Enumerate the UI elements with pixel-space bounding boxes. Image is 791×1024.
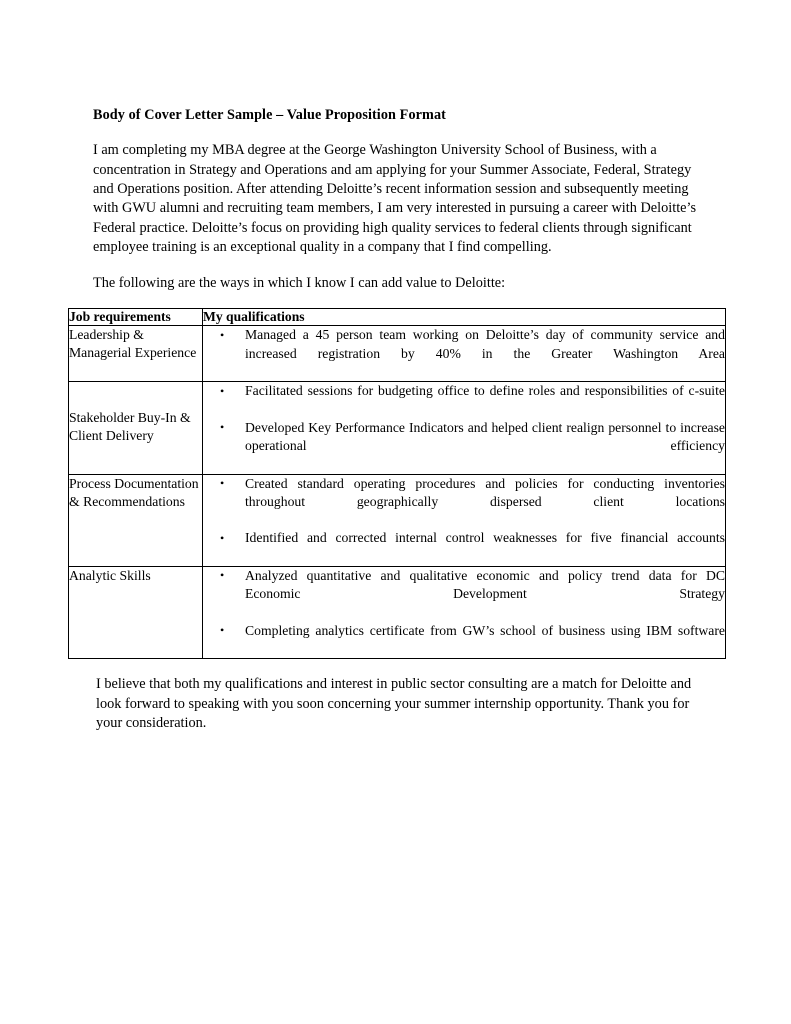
document-content xyxy=(69,106,725,733)
column-header-job-requirements: Job requirements xyxy=(69,308,203,326)
qualification-list xyxy=(203,567,725,658)
lead-in-paragraph: The following are the ways in which I know I can add value to Deloitte: xyxy=(93,275,506,292)
requirement-cell: Stakeholder Buy-In & Client Delivery xyxy=(69,382,203,474)
intro-paragraph: I am completing my MBA degree at the George Washington University School of Business, with a concentration in Strategy and Operations and am applying for your Summer Associate, Federal, Strategy and Operations position. After attending Deloitte’s recent information session and subsequently meeting with GWU alumni and recruiting team members, I am very interested in pursuing a career with Deloitte’s Federal practice. Deloitte’s focus on providing high quality services to federal clients through significant employee training is an exceptional quality in a company that I find compelling. xyxy=(93,142,697,255)
qualification-cell xyxy=(203,474,726,566)
qualification-cell xyxy=(203,566,726,658)
closing-paragraph: I believe that both my qualifications and interest in public sector consulting are a match for Deloitte and look forward to speaking with you soon concerning your summer internship opportunity. Thank you for your consideration. xyxy=(96,676,692,732)
table-row xyxy=(69,326,726,382)
list-item: • Developed Key Performance Indicators and helped client realign personnel to increase operational efficiency xyxy=(217,419,725,474)
list-item: • Managed a 45 person team working on Deloitte’s day of community service and increased registration by 40% in the Greater Washington Area xyxy=(217,326,725,381)
page-title: Body of Cover Letter Sample – Value Proposition Format xyxy=(93,107,446,123)
list-item: • Identified and corrected internal control weaknesses for five financial accounts xyxy=(217,529,725,566)
list-item: • Completing analytics certificate from GW’s school of business using IBM software xyxy=(217,622,725,659)
qualification-list xyxy=(203,382,725,473)
table-row xyxy=(69,474,726,566)
qualifications-table xyxy=(68,308,726,660)
requirement-cell: Analytic Skills xyxy=(69,566,203,658)
requirement-cell: Process Documentation & Recommendations xyxy=(69,474,203,566)
requirement-cell: Leadership & Managerial Experience xyxy=(69,326,203,382)
table-row xyxy=(69,566,726,658)
list-item: • Analyzed quantitative and qualitative economic and policy trend data for DC Economic Development Strategy xyxy=(217,567,725,622)
qualification-list xyxy=(203,326,725,381)
table-body xyxy=(69,326,726,659)
table-row xyxy=(69,382,726,474)
qualification-list xyxy=(203,475,725,566)
column-header-my-qualifications: My qualifications xyxy=(203,308,726,326)
table-header-row xyxy=(69,308,726,326)
qualification-cell xyxy=(203,326,726,382)
qualification-cell xyxy=(203,382,726,474)
list-item: • Created standard operating procedures and policies for conducting inventories throughout geographically dispersed client locations xyxy=(217,475,725,530)
table-header xyxy=(69,308,726,326)
list-item: • Facilitated sessions for budgeting office to define roles and responsibilities of c-suite xyxy=(217,382,725,419)
